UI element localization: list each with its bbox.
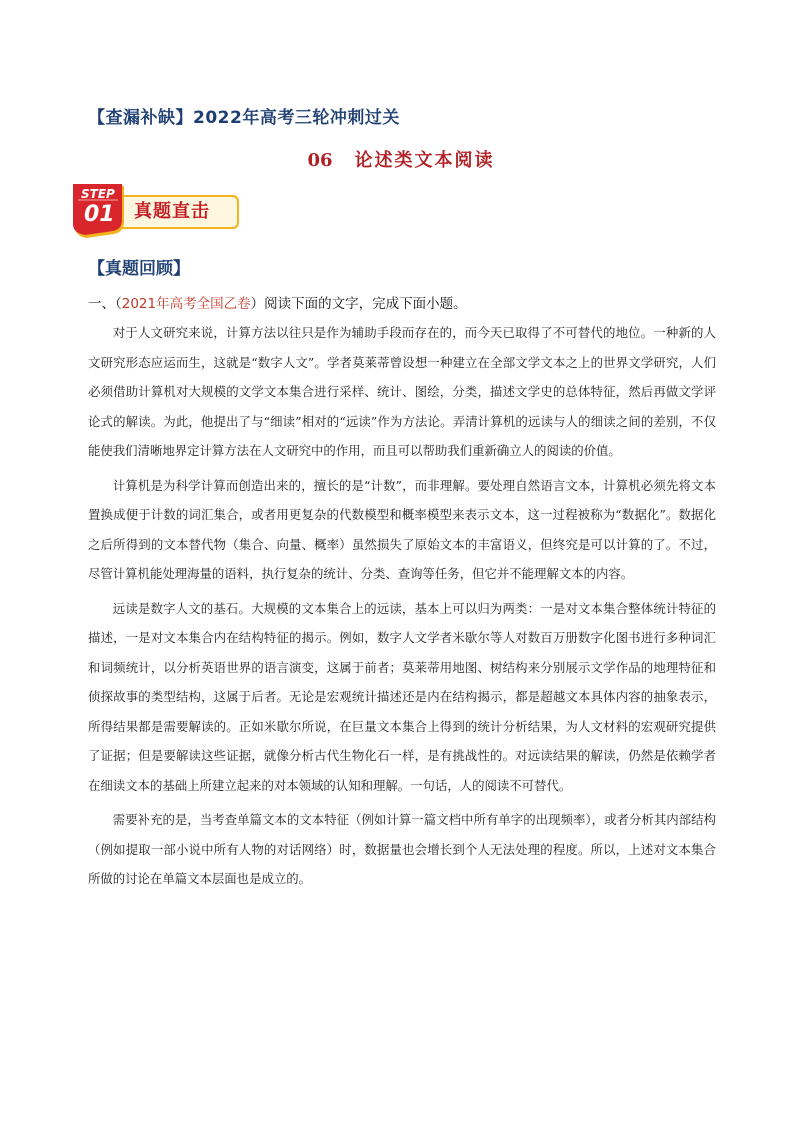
source-close-paren: ） xyxy=(250,296,265,312)
chapter-number: 06 xyxy=(307,150,333,171)
source-open-paren: （ xyxy=(115,296,122,312)
passage-paragraph: 需要补充的是，当考查单篇文本的文本特征（例如计算一篇文档中所有单字的出现频率），或者分析其内部结构（例如提取一部小说中所有人物的对话网络）时，数据量也会增长到个人无法处理的程度。所以，上述对文本集合所做的讨论在单篇文本层面也是成立的。 xyxy=(88,812,716,886)
step-label: STEP xyxy=(81,187,115,201)
instruction-text: 阅读下面的文字，完成下面小题。 xyxy=(264,296,467,312)
passage-paragraph: 计算机是为科学计算而创造出来的，擅长的是“计数”，而非理解。要处理自然语言文本，计算机必须先将文本置换成便于计数的词汇集合，或者用更复杂的代数模型和概率模型来表示文本，这一过程被称为“数据化”。数据化之后所得到的文本替代物（集合、向量、概率）虽然损失了原始文本的丰富语义，但终究是可以计算的了。不过，尽管计算机能处理海量的语料，执行复杂的统计、分类、查询等任务，但它并不能理解文本的内容。 xyxy=(88,477,716,581)
chapter-title xyxy=(0,146,794,172)
step-badge xyxy=(72,182,240,238)
chapter-name: 论述类文本阅读 xyxy=(354,150,495,171)
step-title: 真题直击 xyxy=(134,201,210,222)
document-header-title: 【查漏补缺】2022年高考三轮冲刺过关 xyxy=(88,108,400,128)
question-source: 2021年高考全国乙卷 xyxy=(121,296,251,312)
step-number: 01 xyxy=(84,202,115,227)
passage-paragraph: 远读是数字人文的基石。大规模的文本集合上的远读，基本上可以归为两类：一是对文本集合整体统计特征的描述，一是对文本集合内在结构特征的揭示。例如，数字人文学者米歇尔等人对数百万册数字化图书进行多种词汇和词频统计，以分析英语世界的语言演变，这属于前者；莫莱蒂用地图、树结构来分别展示文学作品的地理特征和侦探故事的类型结构，这属于后者。无论是宏观统计描述还是内在结构揭示，都是超越文本具体内容的抽象表示，所得结果都是需要解读的。正如米歇尔所说，在巨量文本集合上得到的统计分析结果，为人文材料的宏观研究提供了证据；但是要解读这些证据，就像分析古代生物化石一样，是有挑战性的。对远读结果的解读，仍然是依赖学者在细读文本的基础上所建立起来的对本领域的认知和理解。一句话，人的阅读不可替代。 xyxy=(88,600,716,793)
question-instruction xyxy=(88,292,467,312)
section-heading: 【真题回顾】 xyxy=(88,259,190,279)
question-number: 一、 xyxy=(88,296,115,312)
passage-paragraph: 对于人文研究来说，计算方法以往只是作为辅助手段而存在的，而今天已取得了不可替代的地位。一种新的人文研究形态应运而生，这就是“数字人文”。学者莫莱蒂曾设想一种建立在全部文学文本之上的世界文学研究，人们必须借助计算机对大规模的文学文本集合进行采样、统计、图绘，分类，描述文学史的总体特征，然后再做文学评论式的解读。为此，他提出了与“细读”相对的“远读”作为方法论。弄清计算机的远读与人的细读之间的差别，不仅能使我们清晰地界定计算方法在人文研究中的作用，而且可以帮助我们重新确立人的阅读的价值。 xyxy=(88,325,716,458)
reading-passage xyxy=(88,318,716,899)
